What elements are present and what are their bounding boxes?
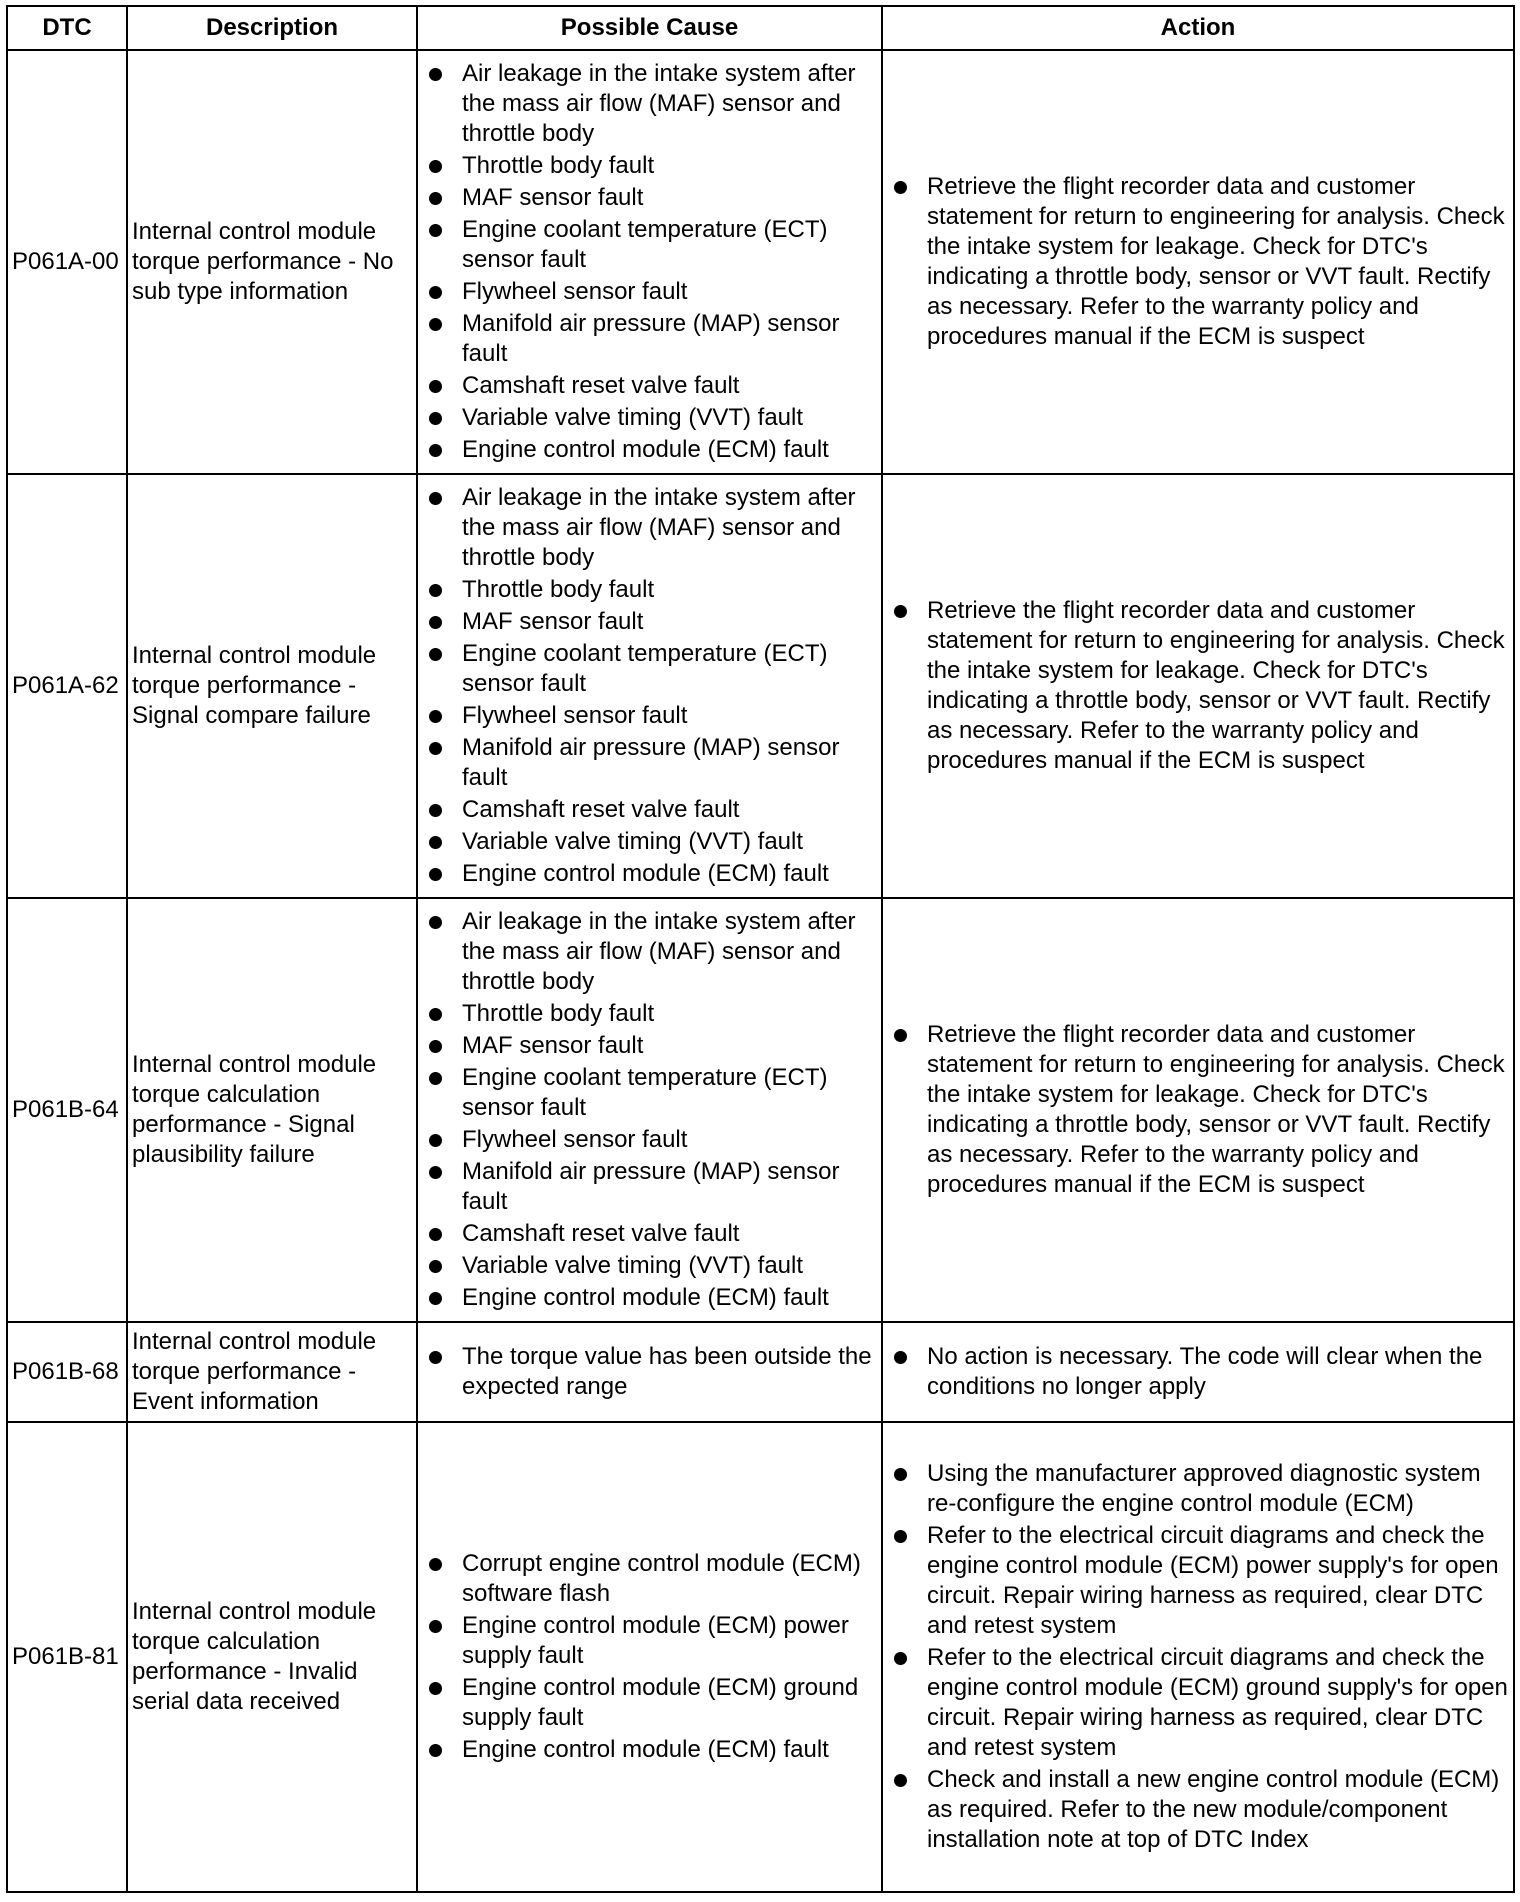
header-possible-cause: Possible Cause — [417, 6, 882, 50]
dtc-code: P061A-62 — [7, 474, 127, 898]
cause-item: Flywheel sensor fault — [422, 1125, 877, 1155]
cause-item: Engine control module (ECM) fault — [422, 1283, 877, 1313]
action-list — [887, 596, 1509, 776]
dtc-code: P061B-68 — [7, 1322, 127, 1422]
action-list — [887, 1342, 1509, 1402]
cause-item: Flywheel sensor fault — [422, 277, 877, 307]
dtc-code: P061A-00 — [7, 50, 127, 474]
action-item: No action is necessary. The code will clear when the conditions no longer apply — [887, 1342, 1509, 1402]
header-description: Description — [127, 6, 417, 50]
action-cell — [882, 50, 1514, 474]
cause-item: Throttle body fault — [422, 575, 877, 605]
cause-item: Engine control module (ECM) fault — [422, 859, 877, 889]
cause-item: Air leakage in the intake system after the mass air flow (MAF) sensor and throttle body — [422, 483, 877, 573]
action-list — [887, 1459, 1509, 1855]
action-list — [887, 1020, 1509, 1200]
cause-item: Engine control module (ECM) ground supply fault — [422, 1673, 877, 1733]
header-dtc: DTC — [7, 6, 127, 50]
cause-item: Engine control module (ECM) fault — [422, 435, 877, 465]
action-cell — [882, 1322, 1514, 1422]
cause-item: Air leakage in the intake system after the mass air flow (MAF) sensor and throttle body — [422, 59, 877, 149]
action-cell — [882, 898, 1514, 1322]
cause-list — [422, 1549, 877, 1765]
cause-list — [422, 59, 877, 465]
action-list — [887, 172, 1509, 352]
cause-list — [422, 1342, 877, 1402]
dtc-table — [6, 5, 1515, 1893]
possible-cause-cell — [417, 474, 882, 898]
cause-item: Corrupt engine control module (ECM) software flash — [422, 1549, 877, 1609]
cause-item: Manifold air pressure (MAP) sensor fault — [422, 1157, 877, 1217]
dtc-description: Internal control module torque performance - No sub type information — [127, 50, 417, 474]
dtc-code: P061B-81 — [7, 1422, 127, 1892]
cause-item: Variable valve timing (VVT) fault — [422, 1251, 877, 1281]
table-row — [7, 898, 1514, 1322]
possible-cause-cell — [417, 1322, 882, 1422]
action-item: Check and install a new engine control module (ECM) as required. Refer to the new module/component installation note at top of DTC Index — [887, 1765, 1509, 1855]
cause-item: MAF sensor fault — [422, 607, 877, 637]
possible-cause-cell — [417, 50, 882, 474]
table-row — [7, 474, 1514, 898]
action-item: Refer to the electrical circuit diagrams and check the engine control module (ECM) power supply's for open circuit. Repair wiring harness as required, clear DTC and retest system — [887, 1521, 1509, 1641]
action-item: Retrieve the flight recorder data and customer statement for return to engineering for analysis. Check the intake system for leakage. Check for DTC's indicating a throttle body, sensor or VVT fault. Rectify as necessary. Refer to the warranty policy and procedures manual if the ECM is suspect — [887, 1020, 1509, 1200]
cause-item: Manifold air pressure (MAP) sensor fault — [422, 309, 877, 369]
action-item: Retrieve the flight recorder data and customer statement for return to engineering for analysis. Check the intake system for leakage. Check for DTC's indicating a throttle body, sensor or VVT fault. Rectify as necessary. Refer to the warranty policy and procedures manual if the ECM is suspect — [887, 172, 1509, 352]
cause-item: Engine coolant temperature (ECT) sensor fault — [422, 639, 877, 699]
cause-item: Camshaft reset valve fault — [422, 795, 877, 825]
cause-item: Engine coolant temperature (ECT) sensor fault — [422, 1063, 877, 1123]
dtc-description: Internal control module torque performance - Signal compare failure — [127, 474, 417, 898]
dtc-description: Internal control module torque calculation performance - Invalid serial data received — [127, 1422, 417, 1892]
cause-item: Engine control module (ECM) power supply fault — [422, 1611, 877, 1671]
action-item: Using the manufacturer approved diagnostic system re-configure the engine control module (ECM) — [887, 1459, 1509, 1519]
cause-item: Air leakage in the intake system after the mass air flow (MAF) sensor and throttle body — [422, 907, 877, 997]
action-cell — [882, 1422, 1514, 1892]
cause-item: Variable valve timing (VVT) fault — [422, 827, 877, 857]
table-row — [7, 1422, 1514, 1892]
dtc-code: P061B-64 — [7, 898, 127, 1322]
cause-item: MAF sensor fault — [422, 183, 877, 213]
action-item: Retrieve the flight recorder data and customer statement for return to engineering for analysis. Check the intake system for leakage. Check for DTC's indicating a throttle body, sensor or VVT fault. Rectify as necessary. Refer to the warranty policy and procedures manual if the ECM is suspect — [887, 596, 1509, 776]
table-row — [7, 1322, 1514, 1422]
possible-cause-cell — [417, 898, 882, 1322]
header-row — [7, 6, 1514, 50]
cause-item: Manifold air pressure (MAP) sensor fault — [422, 733, 877, 793]
cause-item: The torque value has been outside the expected range — [422, 1342, 877, 1402]
action-cell — [882, 474, 1514, 898]
cause-list — [422, 907, 877, 1313]
cause-item: Camshaft reset valve fault — [422, 1219, 877, 1249]
cause-item: Engine control module (ECM) fault — [422, 1735, 877, 1765]
cause-item: Variable valve timing (VVT) fault — [422, 403, 877, 433]
action-item: Refer to the electrical circuit diagrams and check the engine control module (ECM) ground supply's for open circuit. Repair wiring harness as required, clear DTC and retest system — [887, 1643, 1509, 1763]
dtc-description: Internal control module torque performance - Event information — [127, 1322, 417, 1422]
cause-list — [422, 483, 877, 889]
dtc-description: Internal control module torque calculation performance - Signal plausibility failure — [127, 898, 417, 1322]
table-row — [7, 50, 1514, 474]
cause-item: Throttle body fault — [422, 999, 877, 1029]
cause-item: Camshaft reset valve fault — [422, 371, 877, 401]
cause-item: Flywheel sensor fault — [422, 701, 877, 731]
header-action: Action — [882, 6, 1514, 50]
possible-cause-cell — [417, 1422, 882, 1892]
cause-item: MAF sensor fault — [422, 1031, 877, 1061]
cause-item: Throttle body fault — [422, 151, 877, 181]
cause-item: Engine coolant temperature (ECT) sensor fault — [422, 215, 877, 275]
